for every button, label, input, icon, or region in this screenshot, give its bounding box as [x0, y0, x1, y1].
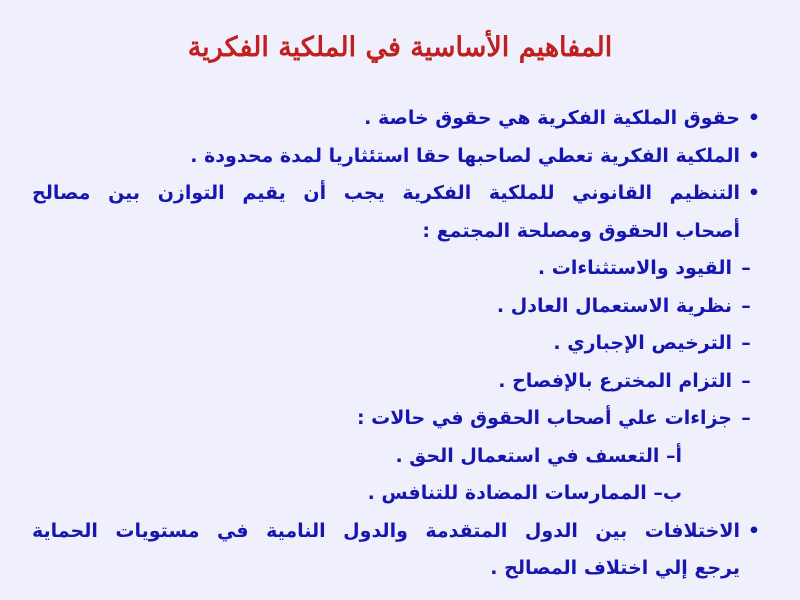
sub-sub-item [32, 475, 762, 513]
sub-item-text: التزام المخترع بالإفصاح . [498, 369, 732, 392]
bullet-icon: • [747, 182, 761, 204]
bullet-continuation [32, 213, 762, 251]
sub-item [32, 288, 762, 326]
sub-sub-item [32, 438, 762, 476]
bullet-item [32, 175, 762, 213]
sub-sub-item-text: ب– الممارسات المضادة للتنافس . [367, 482, 682, 504]
sub-item [32, 325, 762, 363]
bullet-continuation [32, 550, 762, 588]
bullet-text: يرجع إلي اختلاف المصالح . [490, 557, 740, 579]
sub-item-text: جزاءات علي أصحاب الحقوق في حالات : [356, 407, 732, 429]
bullet-text: الملكية الفكرية تعطي لصاحبها حقا استئثاريا لمدة محدودة . [190, 144, 740, 167]
dash-icon: – [741, 369, 751, 392]
bullet-item [32, 138, 762, 176]
bullet-text: التنظيم القانوني للملكية الفكرية يجب أن يقيم التوازن بين مصالح [32, 182, 740, 204]
dash-icon: – [741, 332, 751, 354]
sub-item-text: القيود والاستثناءات . [537, 257, 732, 279]
sub-item-text: الترخيص الإجباري . [553, 332, 732, 354]
dash-icon: – [741, 294, 751, 317]
bullet-icon: • [747, 107, 761, 129]
sub-item [32, 400, 762, 438]
bullet-text: حقوق الملكية الفكرية هي حقوق خاصة . [364, 107, 740, 129]
sub-item [32, 250, 762, 288]
dash-icon: – [741, 407, 751, 429]
dash-icon: – [741, 257, 751, 279]
sub-item-text: نظرية الاستعمال العادل . [496, 294, 732, 317]
bullet-text: أصحاب الحقوق ومصلحة المجتمع : [422, 219, 740, 242]
bullet-icon: • [747, 519, 761, 542]
bullet-item [32, 513, 762, 551]
bullet-text: الاختلافات بين الدول المتقدمة والدول النامية في مستويات الحماية [32, 519, 740, 542]
bullet-item [32, 100, 762, 138]
slide-title: المفاهيم الأساسية في الملكية الفكرية [187, 32, 613, 63]
slide-body [32, 100, 762, 588]
bullet-icon: • [747, 144, 761, 167]
sub-item [32, 363, 762, 401]
sub-sub-item-text: أ– التعسف في استعمال الحق . [395, 444, 682, 467]
